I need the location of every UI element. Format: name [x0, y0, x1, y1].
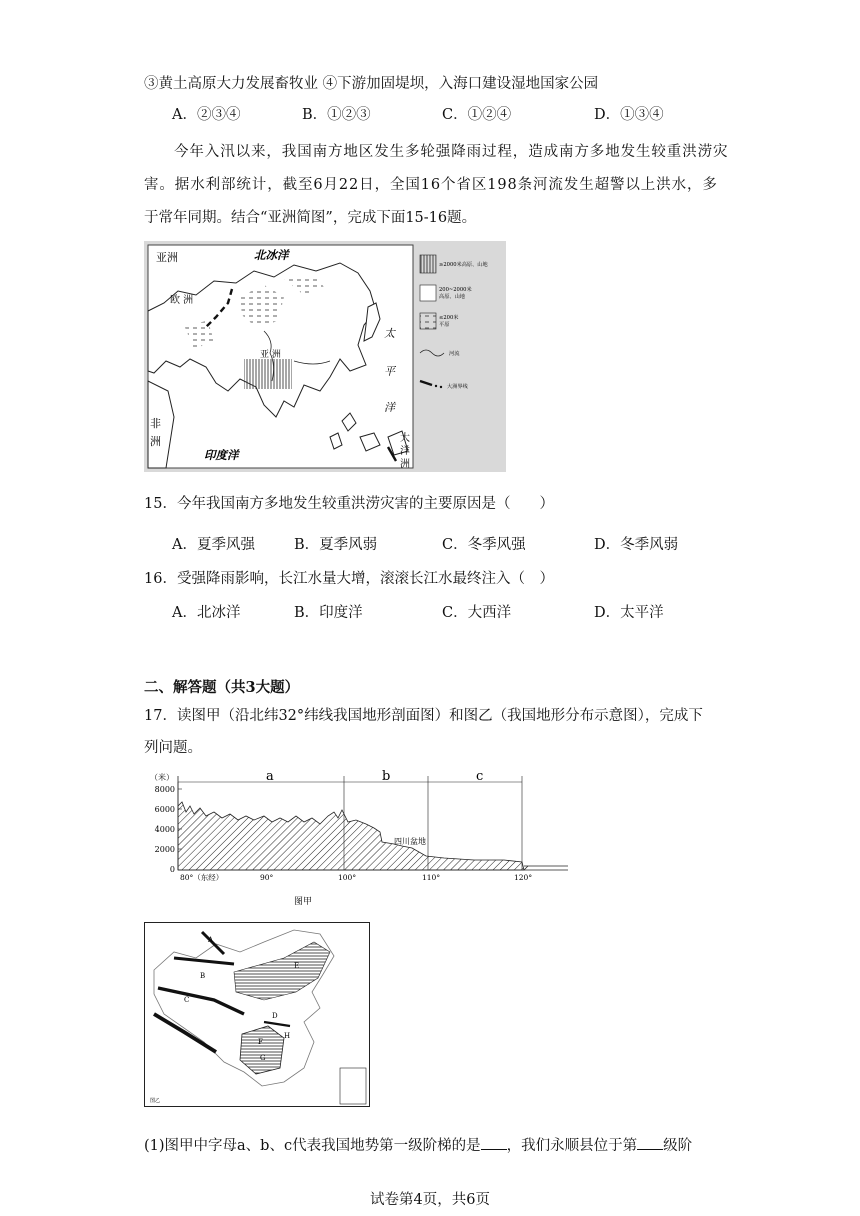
q16-option-a[interactable]: A．北冰洋 — [172, 605, 241, 621]
profile-x-tick-80: 80°（东经） — [180, 873, 224, 882]
asia-map-label-africa-2: 洲 — [150, 435, 161, 448]
legend-mid-label-2: 高原、山地 — [439, 294, 465, 300]
q17-sub1-blank-1[interactable] — [481, 1135, 507, 1150]
q17-sub1-part-a: (1)图甲中字母a、b、c代表我国地势第一级阶梯的是 — [144, 1138, 481, 1154]
q17-line-1: 17．读图甲（沿北纬32°纬线我国地形剖面图）和图乙（我国地形分布示意图），完成下 — [144, 708, 703, 724]
q17-sub1 — [144, 1135, 692, 1156]
profile-segment-b: b — [382, 769, 391, 784]
legend-low-label-1: ≤200米 — [439, 315, 459, 321]
q17-sub1-part-c: 级阶 — [663, 1138, 693, 1154]
profile-y-tick-0: 0 — [169, 865, 175, 874]
q15-option-d[interactable]: D．冬季风弱 — [594, 537, 679, 553]
profile-unit: （米） — [150, 773, 174, 782]
legend-mid-label-1: 200~2000米 — [439, 287, 472, 293]
q17-sub1-part-b: ，我们永顺县位于第 — [506, 1138, 638, 1154]
china-map-letter-a: A — [208, 936, 214, 944]
q16-option-c[interactable]: C．大西洋 — [442, 605, 512, 621]
q17-sub1-blank-2[interactable] — [637, 1135, 663, 1150]
q14-statement-line: ③黄土高原大力发展畜牧业 ④下游加固堤坝，入海口建设湿地国家公园 — [144, 76, 599, 92]
china-map-letter-f: F — [258, 1038, 263, 1046]
terrain-profile-figure — [144, 766, 574, 912]
profile-y-tick-6000: 6000 — [154, 805, 175, 814]
asia-map-label-asia-center: 亚 洲 — [260, 350, 281, 360]
legend-boundary-label: 大洲界线 — [447, 384, 468, 390]
asia-map-label-pacific-1: 太 — [384, 327, 395, 340]
q15-option-b[interactable]: B．夏季风弱 — [294, 537, 378, 553]
profile-y-tick-8000: 8000 — [154, 785, 175, 794]
china-map-letter-d: D — [272, 1012, 278, 1020]
profile-x-tick-100: 100° — [338, 873, 357, 882]
china-map-caption: 图乙 — [150, 1098, 161, 1104]
passage-line-2: 害。据水利部统计，截至6月22日，全国16个省区198条河流发生超警以上洪水，多 — [144, 177, 718, 193]
q16-option-b[interactable]: B．印度洋 — [294, 605, 363, 621]
legend-low-label-2: 平原 — [439, 322, 450, 328]
asia-map-figure — [144, 241, 506, 472]
section-2-title: 二、解答题（共3大题） — [144, 679, 300, 696]
legend-high-label: ≥2000米高原、山地 — [439, 262, 488, 268]
legend-river-label: 河流 — [449, 351, 460, 357]
passage-line-3: 于常年同期。结合“亚洲简图”，完成下面15-16题。 — [144, 210, 477, 226]
asia-map-label-africa-1: 非 — [150, 417, 161, 430]
q17-line-2: 列问题。 — [144, 740, 202, 756]
asia-map-label-indian: 印度洋 — [204, 448, 239, 462]
profile-terrain — [178, 802, 524, 870]
q14-option-d[interactable]: D．①③④ — [594, 107, 664, 123]
china-map-letter-b: B — [200, 972, 206, 980]
asia-map-label-pacific-2: 平 — [384, 365, 395, 378]
asia-map-label-europe: 欧 洲 — [170, 295, 194, 306]
asia-map-label-asia: 亚洲 — [156, 251, 178, 264]
profile-caption: 图甲 — [294, 897, 313, 907]
asia-map-label-zhou: 洲 — [400, 459, 410, 470]
profile-x-tick-120: 120° — [514, 873, 533, 882]
q15-option-a[interactable]: A．夏季风强 — [172, 537, 255, 553]
passage-line-1: 今年入汛以来，我国南方地区发生多轮强降雨过程，造成南方多地发生较重洪涝灾 — [174, 144, 729, 160]
q15-stem: 15．今年我国南方多地发生较重洪涝灾害的主要原因是（ ） — [144, 496, 554, 512]
china-terrain-map-figure — [144, 922, 370, 1107]
profile-segment-a: a — [266, 769, 274, 784]
q14-option-a[interactable]: A．②③④ — [172, 107, 241, 123]
china-map-letter-c: C — [184, 996, 190, 1004]
profile-y-tick-2000: 2000 — [154, 845, 175, 854]
q16-option-d[interactable]: D．太平洋 — [594, 605, 664, 621]
q15-option-c[interactable]: C．冬季风强 — [442, 537, 526, 553]
q14-option-c[interactable]: C．①②④ — [442, 107, 512, 123]
profile-segment-c: c — [476, 769, 484, 784]
profile-y-tick-4000: 4000 — [154, 825, 175, 834]
q16-stem: 16．受强降雨影响，长江水量大增，滚滚长江水最终注入（ ） — [144, 571, 554, 587]
asia-map-label-yang: 洋 — [400, 446, 410, 457]
profile-basin-label: 四川盆地 — [394, 837, 426, 846]
profile-x-tick-110: 110° — [422, 873, 441, 882]
china-map-letter-g: G — [260, 1054, 266, 1062]
asia-map-label-pacific-3: 洋 — [384, 401, 395, 414]
asia-map-label-arctic: 北冰洋 — [254, 248, 289, 262]
china-map-letter-e: E — [294, 962, 300, 970]
china-map-letter-h: H — [284, 1032, 291, 1040]
q14-option-b[interactable]: B．①②③ — [302, 107, 371, 123]
asia-map-label-da: 大 — [400, 433, 410, 444]
page-footer: 试卷第4页，共6页 — [370, 1192, 490, 1208]
profile-x-tick-90: 90° — [260, 873, 274, 882]
